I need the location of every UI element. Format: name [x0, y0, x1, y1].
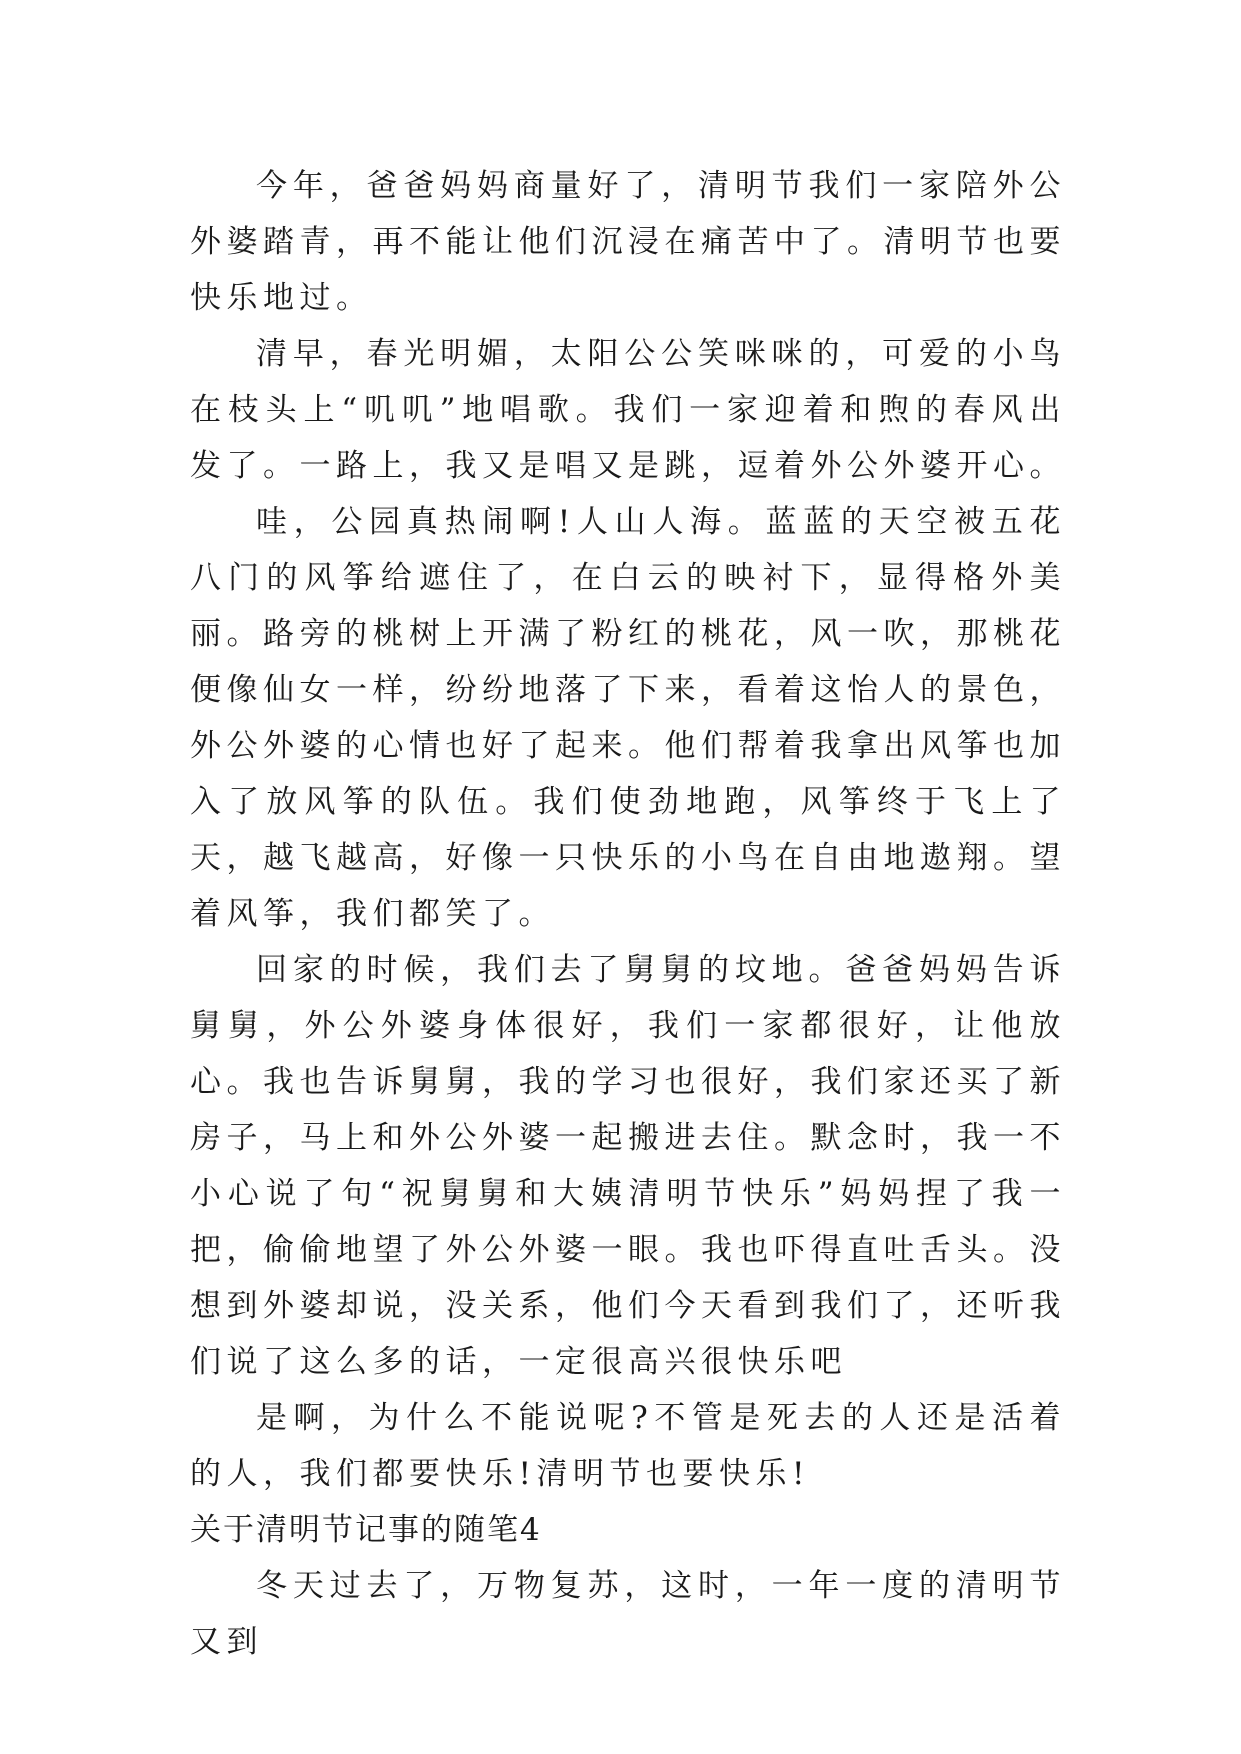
paragraph-6: 冬天过去了，万物复苏，这时，一年一度的清明节又到	[190, 1568, 1066, 1660]
paragraph-3: 哇，公园真热闹啊!人山人海。蓝蓝的天空被五花八门的风筝给遮住了，在白云的映衬下，显得格外美丽。路旁的桃树上开满了粉红的桃花，风一吹，那桃花便像仙女一样，纷纷地落了下来，看着这怡人的景色，外公外婆的心情也好了起来。他们帮着我拿出风筝也加入了放风筝的队伍。我们使劲地跑，风筝终于飞上了天，越飞越高，好像一只快乐的小鸟在自由地遨翔。望着风筝，我们都笑了。	[190, 504, 1066, 932]
paragraph-4: 回家的时候，我们去了舅舅的坟地。爸爸妈妈告诉舅舅，外公外婆身体很好，我们一家都很好，让他放心。我也告诉舅舅，我的学习也很好，我们家还买了新房子，马上和外公外婆一起搬进去住。默念时，我一不小心说了句“祝舅舅和大姨清明节快乐”妈妈捏了我一把，偷偷地望了外公外婆一眼。我也吓得直吐舌头。没想到外婆却说，没关系，他们今天看到我们了，还听我们说了这么多的话，一定很高兴很快乐吧	[190, 952, 1066, 1380]
paragraph-1: 今年，爸爸妈妈商量好了，清明节我们一家陪外公外婆踏青，再不能让他们沉浸在痛苦中了。清明节也要快乐地过。	[190, 168, 1066, 316]
paragraph-2: 清早，春光明媚，太阳公公笑咪咪的，可爱的小鸟在枝头上“叽叽”地唱歌。我们一家迎着和煦的春风出发了。一路上，我又是唱又是跳，逗着外公外婆开心。	[190, 336, 1066, 484]
document-body	[190, 158, 1066, 1670]
section-heading: 关于清明节记事的随笔4	[190, 1512, 542, 1548]
paragraph-5: 是啊，为什么不能说呢?不管是死去的人还是活着的人，我们都要快乐!清明节也要快乐!	[190, 1400, 1066, 1492]
